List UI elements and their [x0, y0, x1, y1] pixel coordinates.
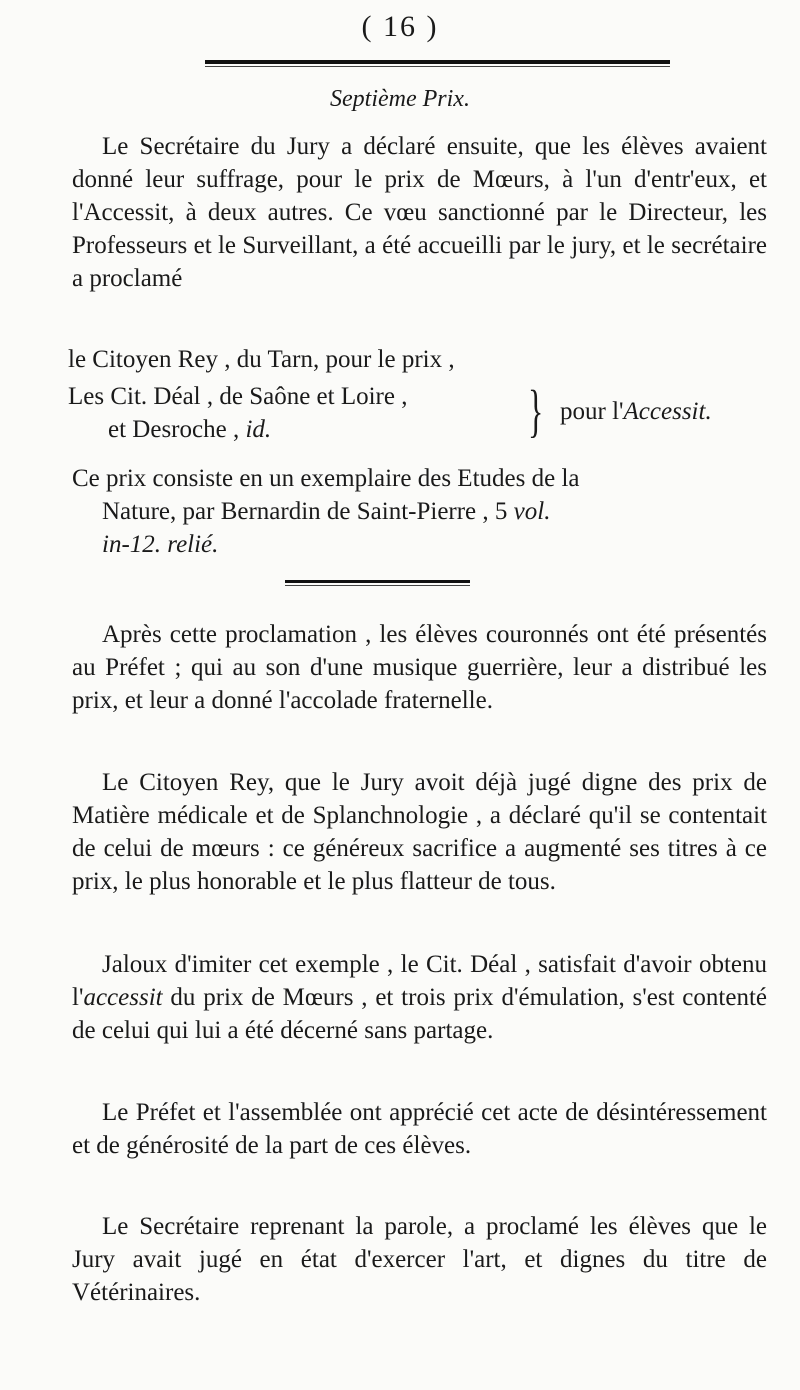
prize-desc-line-2-vol: vol.: [513, 498, 551, 525]
accessit-label-word: Accessit.: [623, 398, 712, 425]
paragraph-rey-sacrifice: Le Citoyen Rey, que le Jury avoit déjà jugé digne des prix de Matière médicale et de Splanchnologie , a déclaré qu'il se contentait de celui de mœurs : ce généreux sacrifice a augmenté ses titres à ce prix, le plus honorable et le plus flatteur de tous.: [72, 769, 767, 895]
section-title: Septième Prix.: [330, 86, 470, 112]
paragraph-deal-example: [72, 948, 767, 1047]
paragraph-deal-part-a: Jaloux d'imiter cet exemple , le Cit. Déal , satisfait d'avoir obtenu l': [72, 951, 767, 1011]
paragraph-jury-declaration: Le Secrétaire du Jury a déclaré ensuite, que les élèves avaient donné leur suffrage, pour le prix de Mœurs, à l'un d'entr'eux, et l'Accessit, à deux autres. Ce vœu sanctionné par le Directeur, les Professeurs et le Surveillant, a été accueilli par le jury, et le secrétaire a proclamé: [72, 133, 767, 292]
accessit-line-1: Les Cit. Déal , de Saône et Loire ,: [68, 383, 408, 410]
winner-line: le Citoyen Rey , du Tarn, pour le prix ,: [68, 346, 455, 373]
paragraph-veterinarians: Le Secrétaire reprenant la parole, a proclamé les élèves que le Jury avait jugé en état d'exercer l'art, et dignes du titre de Vétérinaires.: [72, 1213, 767, 1306]
prize-desc-line-3: in-12. relié.: [102, 531, 219, 558]
prize-desc-line-1: Ce prix consiste en un exemplaire des Etudes de la: [72, 465, 580, 492]
paragraph-presentation: Après cette proclamation , les élèves couronnés ont été présentés au Préfet ; qui au son d'une musique guerrière, leur a distribué les prix, et leur a donné l'accolade fraternelle.: [72, 621, 767, 714]
paragraph-prefect-appreciation: Le Préfet et l'assemblée ont apprécié cet acte de désintéressement et de générosité de la part de ces élèves.: [72, 1099, 767, 1159]
section-divider: [285, 580, 470, 583]
prize-desc-line-2-text: Nature, par Bernardin de Saint-Pierre , 5: [102, 498, 514, 525]
header-rule: [205, 60, 670, 64]
accessit-line-2: [108, 413, 271, 446]
brace-symbol: }: [528, 378, 544, 443]
accessit-line-2-id: id.: [245, 416, 272, 443]
accessit-label: [560, 395, 712, 428]
section-divider-thin: [285, 585, 470, 586]
prize-desc-line-2: [102, 495, 550, 528]
accessit-label-prefix: pour l': [560, 398, 624, 425]
paragraph-deal-part-c: du prix de Mœurs , et trois prix d'émulation, s'est contenté de celui qui lui a été décerné sans partage.: [72, 984, 767, 1044]
paragraph-deal-accessit: accessit: [83, 984, 163, 1011]
accessit-line-2-name: et Desroche ,: [108, 416, 246, 443]
page-number: ( 16 ): [361, 10, 439, 43]
header-rule-thin: [205, 66, 670, 67]
